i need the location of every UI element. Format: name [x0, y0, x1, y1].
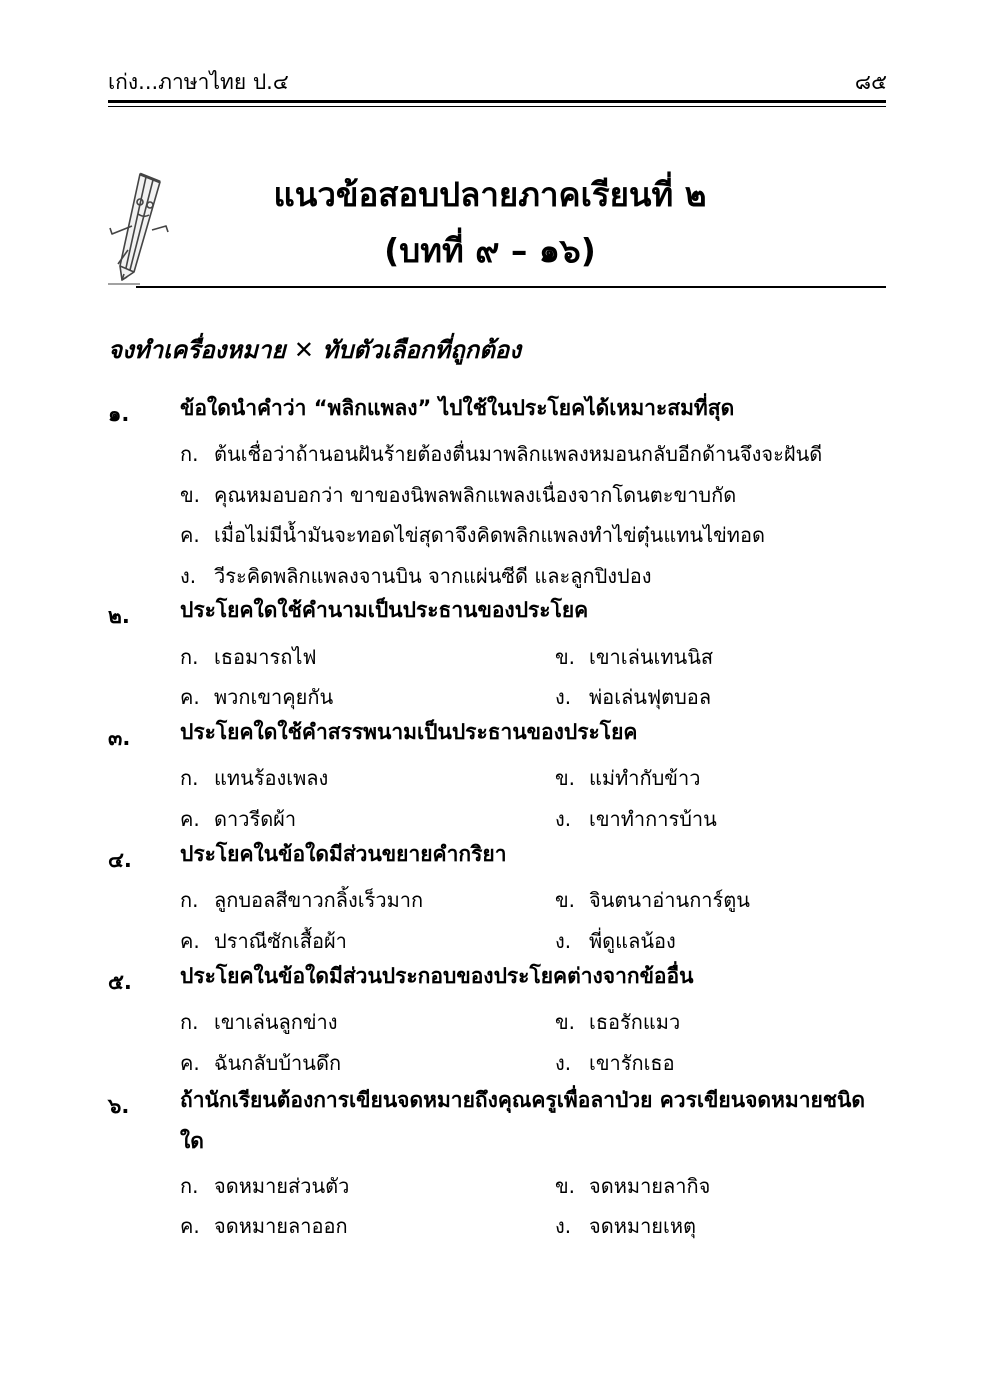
- running-header-title: เก่ง...ภาษาไทย ป.๔: [108, 70, 289, 94]
- instruction: จงทำเครื่องหมาย ✕ ทับตัวเลือกที่ถูกต้อง: [108, 336, 521, 364]
- question-5-text: ประโยคในข้อใดมีส่วนประกอบของประโยคต่างจากข้ออื่น: [180, 964, 694, 988]
- question-3-option-c[interactable]: ค. ดาวรีดผ้า: [180, 807, 297, 831]
- question-6-option-c[interactable]: ค. จดหมายลาออก: [180, 1214, 348, 1238]
- question-3-number: ๓.: [108, 726, 131, 750]
- question-6-option-b[interactable]: ข. จดหมายลากิจ: [555, 1174, 711, 1198]
- question-6-option-d[interactable]: ง. จดหมายเหตุ: [555, 1214, 697, 1238]
- question-5-option-d[interactable]: ง. เขารักเธอ: [555, 1051, 675, 1075]
- question-1-option-d[interactable]: ง. วีระคิดพลิกแพลงจานบิน จากแผ่นซีดี และลูกปิงปอง: [180, 564, 652, 588]
- question-5-number: ๕.: [108, 970, 132, 994]
- question-1-text: ข้อใดนำคำว่า “พลิกแพลง” ไปใช้ในประโยคได้เหมาะสมที่สุด: [180, 396, 735, 420]
- question-4-option-c[interactable]: ค. ปราณีซักเสื้อผ้า: [180, 929, 347, 953]
- exam-title: แนวข้อสอบปลายภาคเรียนที่ ๒: [273, 175, 707, 214]
- title-rule: [136, 286, 886, 288]
- question-1-option-c[interactable]: ค. เมื่อไม่มีน้ำมันจะทอดไข่สุดาจึงคิดพลิกแพลงทำไข่ตุ๋นแทนไข่ทอด: [180, 523, 765, 547]
- question-5-option-b[interactable]: ข. เธอรักแมว: [555, 1010, 681, 1034]
- question-5-option-a[interactable]: ก. เขาเล่นลูกข่าง: [180, 1010, 338, 1034]
- question-4-text: ประโยคในข้อใดมีส่วนขยายคำกริยา: [180, 842, 507, 866]
- question-4-number: ๔.: [108, 848, 132, 872]
- question-4-option-a[interactable]: ก. ลูกบอลสีขาวกลิ้งเร็วมาก: [180, 888, 424, 912]
- question-2-number: ๒.: [108, 604, 130, 628]
- question-3-option-a[interactable]: ก. แทนร้องเพลง: [180, 766, 329, 790]
- question-3-option-d[interactable]: ง. เขาทำการบ้าน: [555, 807, 717, 831]
- pencil-mascot-icon: [100, 168, 172, 290]
- header-rule-thin: [108, 106, 886, 107]
- question-6-text: ถ้านักเรียนต้องการเขียนจดหมายถึงคุณครูเพื่อลาป่วย ควรเขียนจดหมายชนิดใด: [180, 1088, 866, 1153]
- question-1-option-b[interactable]: ข. คุณหมอบอกว่า ขาของนิพลพลิกแพลงเนื่องจากโดนตะขาบกัด: [180, 483, 737, 507]
- question-2-text: ประโยคใดใช้คำนามเป็นประธานของประโยค: [180, 598, 589, 622]
- question-3-text: ประโยคใดใช้คำสรรพนามเป็นประธานของประโยค: [180, 720, 638, 744]
- question-4-option-b[interactable]: ข. จินตนาอ่านการ์ตูน: [555, 888, 750, 912]
- question-2-option-b[interactable]: ข. เขาเล่นเทนนิส: [555, 645, 714, 669]
- question-6-number: ๖.: [108, 1094, 130, 1118]
- question-3-option-b[interactable]: ข. แม่ทำกับข้าว: [555, 766, 701, 790]
- page-number: ๘๕: [854, 70, 887, 94]
- question-1-option-a[interactable]: ก. ต้นเชื่อว่าถ้านอนฝันร้ายต้องตื่นมาพลิกแพลงหมอนกลับอีกด้านจึงจะฝันดี: [180, 442, 823, 466]
- exam-subtitle: (บทที่ ๙ – ๑๖): [384, 231, 596, 270]
- question-2-option-c[interactable]: ค. พวกเขาคุยกัน: [180, 685, 334, 709]
- question-5-option-c[interactable]: ค. ฉันกลับบ้านดึก: [180, 1051, 342, 1075]
- question-4-option-d[interactable]: ง. พี่ดูแลน้อง: [555, 929, 676, 953]
- question-6-option-a[interactable]: ก. จดหมายส่วนตัว: [180, 1174, 350, 1198]
- question-2-option-d[interactable]: ง. พ่อเล่นฟุตบอล: [555, 685, 712, 709]
- question-2-option-a[interactable]: ก. เธอมารถไฟ: [180, 645, 317, 669]
- header-rule-thick: [108, 100, 886, 103]
- question-1-number: ๑.: [108, 402, 130, 426]
